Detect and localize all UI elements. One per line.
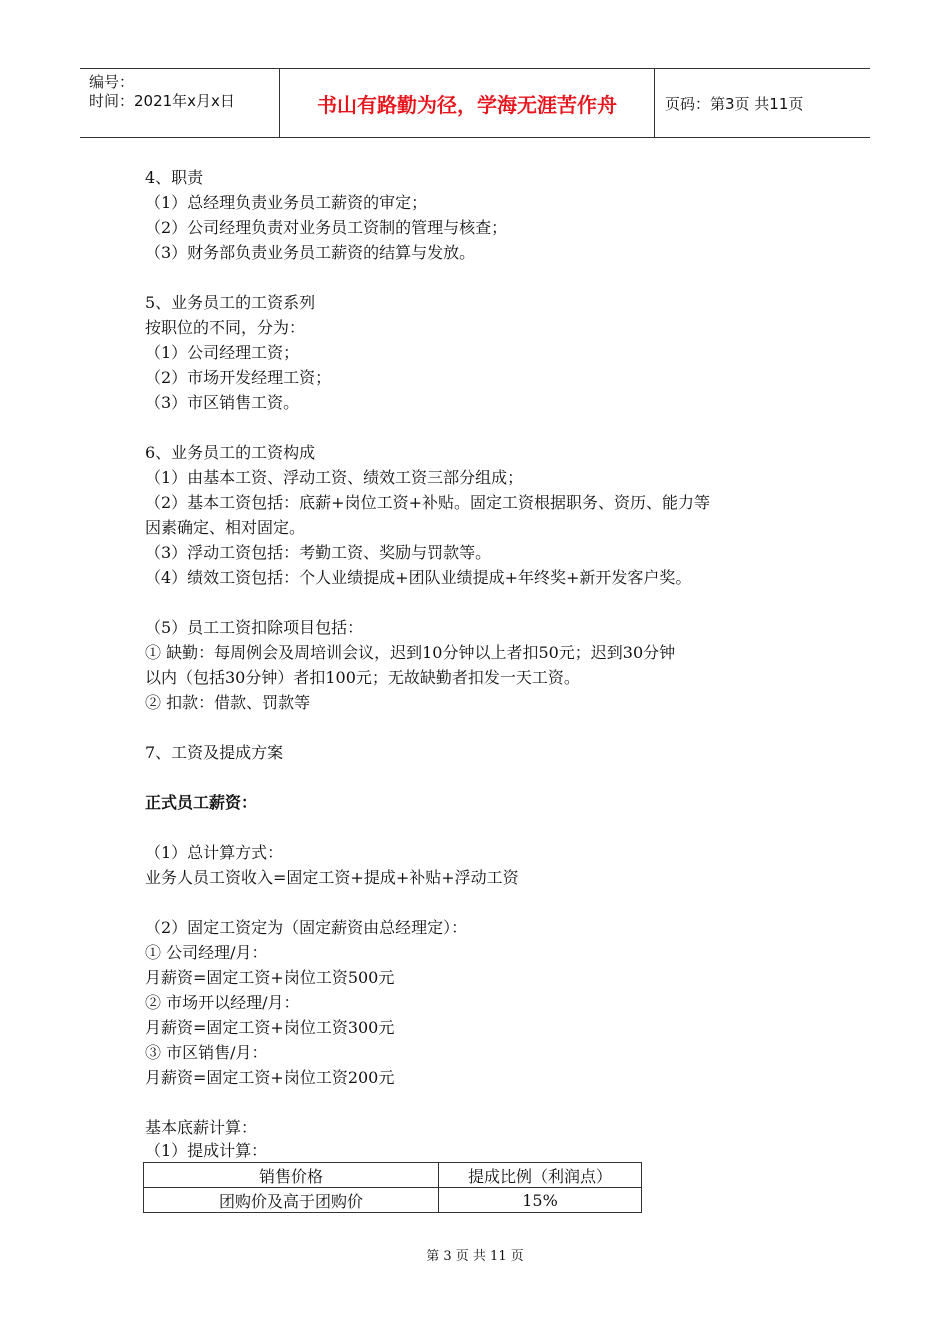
section-heading: 7、工资及提成方案 — [145, 743, 284, 762]
text-line: （1）由基本工资、浮动工资、绩效工资三部分组成； — [145, 468, 524, 487]
text-line: （2）市场开发经理工资； — [145, 368, 332, 387]
commission-table — [143, 1162, 642, 1213]
text-line: （2）固定工资定为（固定薪资由总经理定）： — [145, 918, 468, 937]
formula-line: 月薪资=固定工资+岗位工资500元 — [145, 968, 395, 987]
text-line: ① 缺勤：每周例会及周培训会议，迟到10分钟以上者扣50元；迟到30分钟 — [145, 643, 676, 662]
text-line: ② 市场开以经理/月： — [145, 993, 300, 1012]
text-line: （2）公司经理负责对业务员工资制的管理与核查； — [145, 218, 508, 237]
table-header-row — [144, 1163, 642, 1188]
section-heading: 6、业务员工的工资构成 — [145, 443, 316, 462]
section-heading: 4、职责 — [145, 168, 204, 187]
table-cell: 15% — [439, 1188, 642, 1213]
header-motto: 书山有路勤为径，学海无涯苦作舟 — [280, 69, 655, 137]
table-row — [144, 1188, 642, 1213]
formula-line: 月薪资=固定工资+岗位工资200元 — [145, 1068, 395, 1087]
doc-number-label: 编号： — [89, 73, 135, 91]
bold-subheading: 正式员工薪资： — [145, 793, 258, 812]
doc-date-label: 时间：2021年x月x日 — [89, 92, 235, 110]
text-line: （3）市区销售工资。 — [145, 393, 300, 412]
formula-line: 月薪资=固定工资+岗位工资300元 — [145, 1018, 395, 1037]
formula-line: 业务人员工资收入=固定工资+提成+补贴+浮动工资 — [145, 868, 519, 887]
table-header-cell: 销售价格 — [144, 1163, 439, 1188]
text-line: （1）提成计算： — [145, 1141, 268, 1160]
text-line: 因素确定、相对固定。 — [145, 518, 306, 537]
text-line: （4）绩效工资包括：个人业绩提成+团队业绩提成+年终奖+新开发客户奖。 — [145, 568, 692, 587]
text-line: ③ 市区销售/月： — [145, 1043, 268, 1062]
text-line: （1）公司经理工资； — [145, 343, 300, 362]
text-line: 以内（包括30分钟）者扣100元；无故缺勤者扣发一天工资。 — [145, 668, 580, 687]
page-header — [80, 68, 870, 138]
text-line: （5）员工工资扣除项目包括： — [145, 618, 364, 637]
header-info-cell — [80, 69, 280, 137]
text-line: （1）总计算方式： — [145, 843, 284, 862]
text-line: （3）财务部负责业务员工薪资的结算与发放。 — [145, 243, 476, 262]
text-line: （2）基本工资包括：底薪+岗位工资+补贴。固定工资根据职务、资历、能力等 — [145, 493, 710, 512]
text-line: ② 扣款：借款、罚款等 — [145, 693, 311, 712]
text-line: 按职位的不同，分为： — [145, 318, 306, 337]
section-heading: 基本底薪计算： — [145, 1118, 258, 1137]
table-cell: 团购价及高于团购价 — [144, 1188, 439, 1213]
table-header-cell: 提成比例（利润点） — [439, 1163, 642, 1188]
header-page-label: 页码：第3页 共11页 — [665, 94, 804, 113]
page-footer: 第 3 页 共 11 页 — [426, 1249, 524, 1264]
text-line: （3）浮动工资包括：考勤工资、奖励与罚款等。 — [145, 543, 492, 562]
section-heading: 5、业务员工的工资系列 — [145, 293, 316, 312]
text-line: （1）总经理负责业务员工薪资的审定； — [145, 193, 428, 212]
text-line: ① 公司经理/月： — [145, 943, 268, 962]
